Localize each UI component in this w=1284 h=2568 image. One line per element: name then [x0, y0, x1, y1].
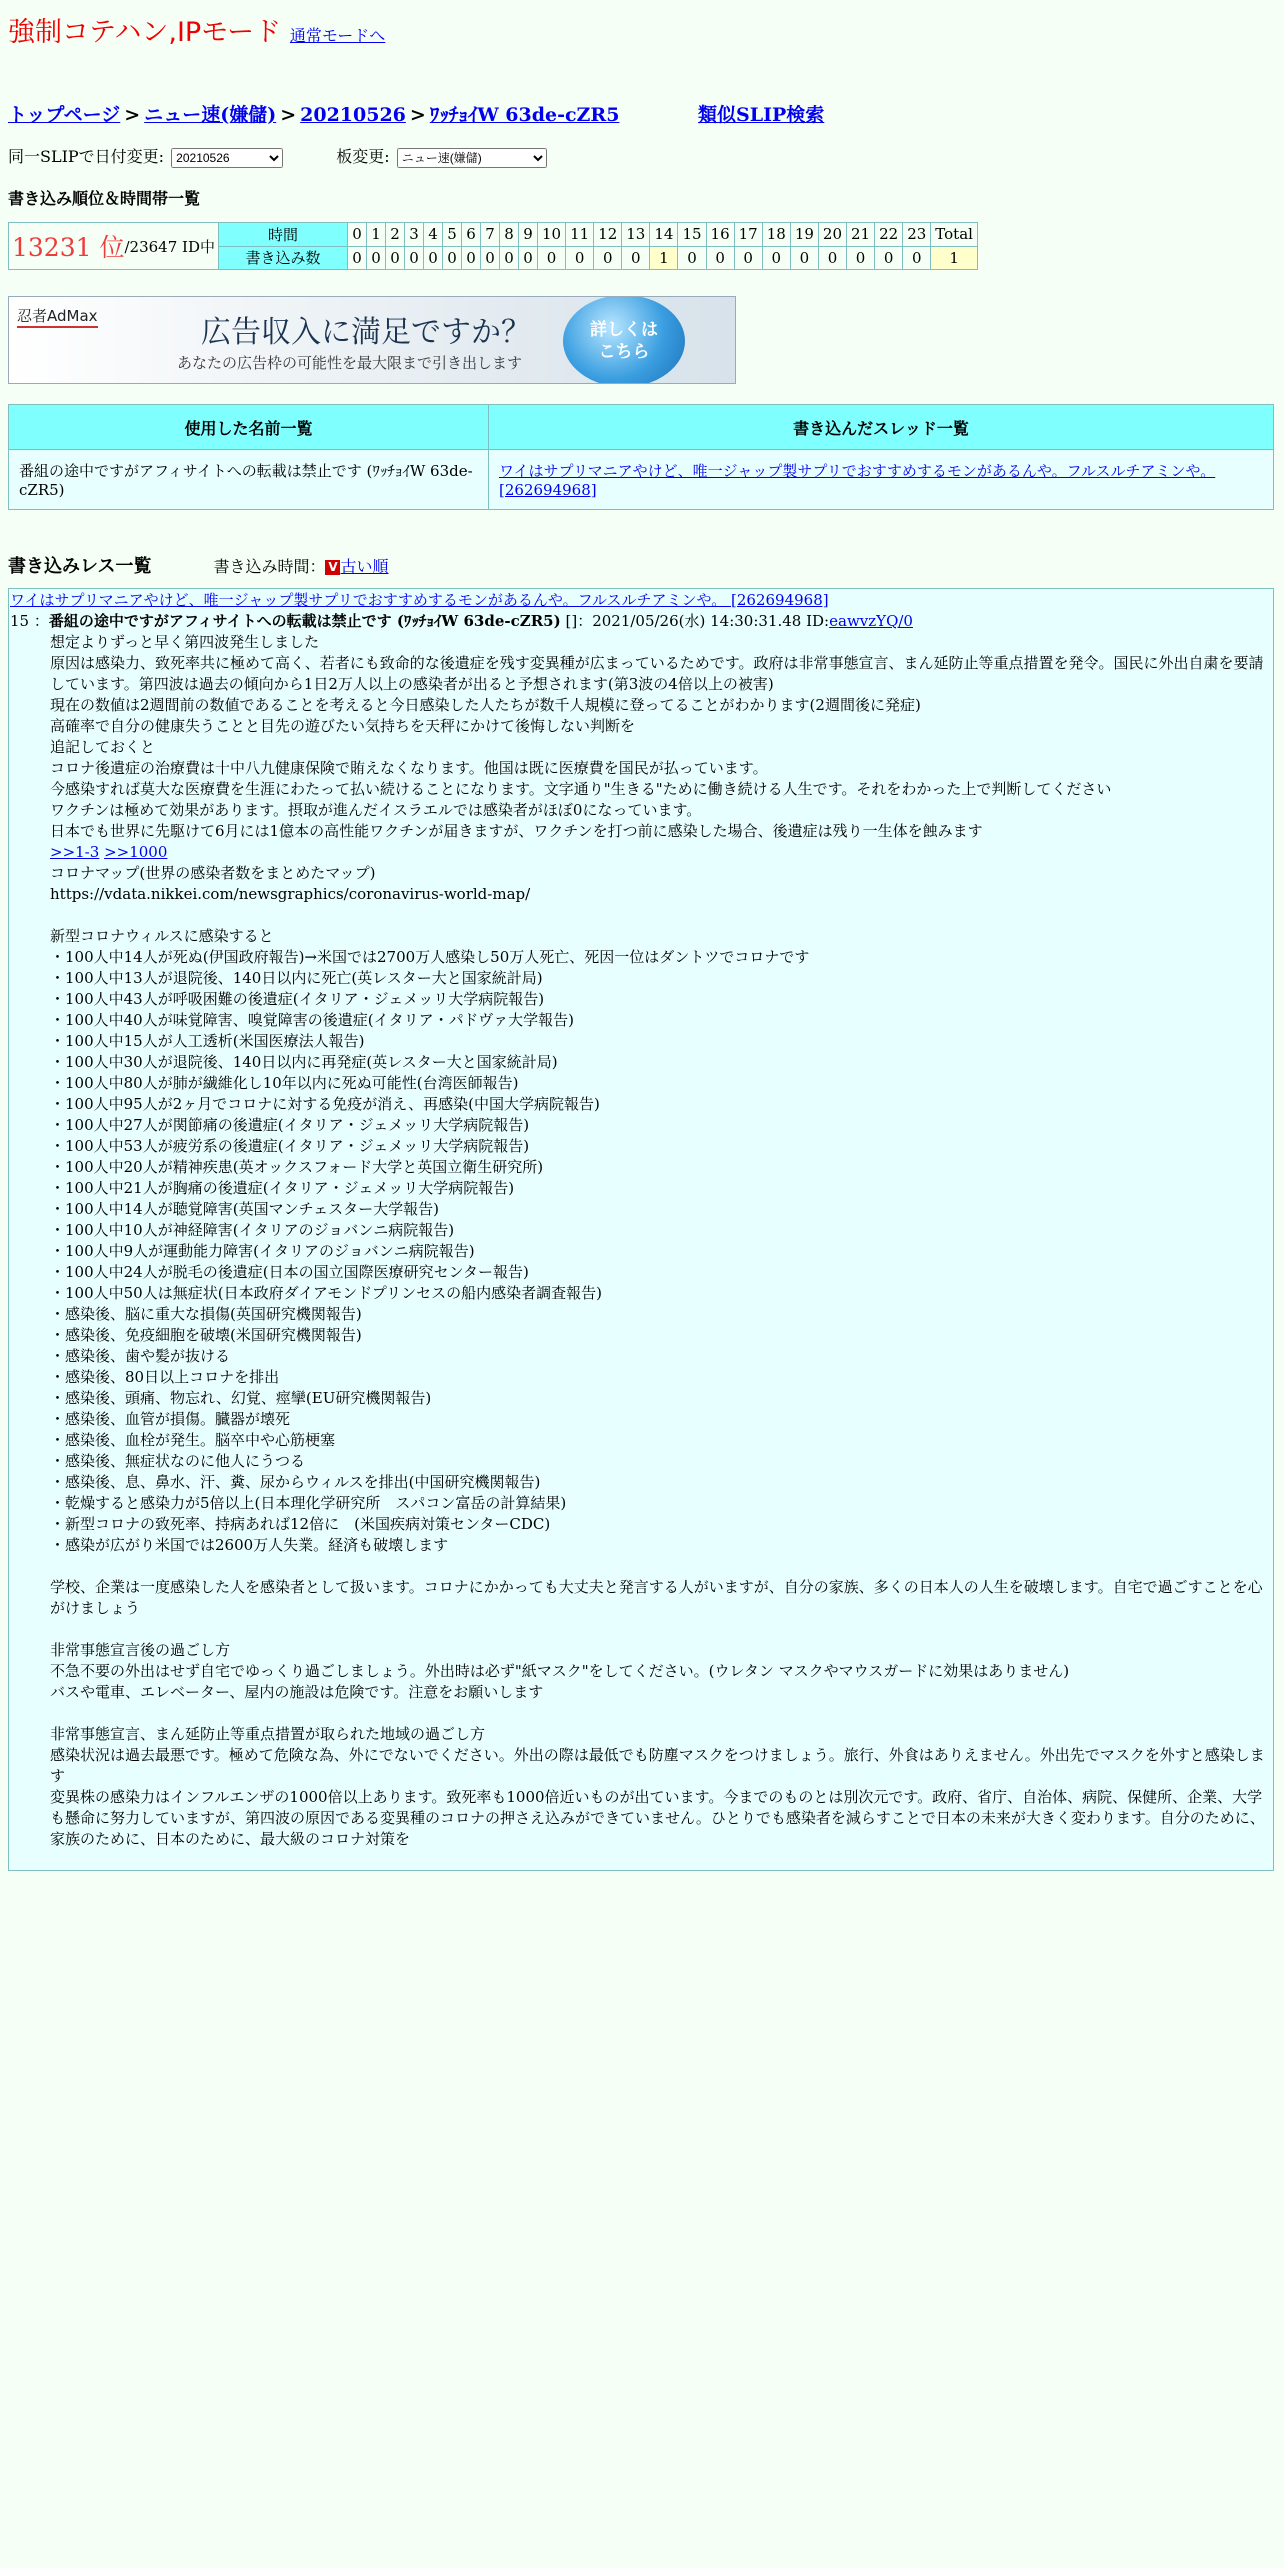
hour-cell: 7 [480, 223, 499, 247]
names-column-header: 使用した名前一覧 [9, 405, 489, 450]
count-cell: 0 [461, 246, 480, 270]
post-text-line: 学校、企業は一度感染した人を感染者として扱います。コロナにかかっても大丈夫と発言する人がいますが、自分の家族、多くの日本人の人生を破壊します。自宅で過ごすことを心がけましょう [50, 1578, 1263, 1617]
post-text-line: ワクチンは極めて効果があります。摂取が進んだイスラエルでは感染者がほぼ0になっています。 [50, 801, 702, 819]
hour-cell: 15 [678, 223, 706, 247]
count-cell: 0 [385, 246, 404, 270]
post-text-line: https://vdata.nikkei.com/newsgraphics/coronavirus-world-map/ [50, 885, 531, 903]
post-thread-line [10, 590, 1272, 611]
post-text-line: ・100人中27人が関節痛の後遺症(イタリア・ジェメッリ大学病院報告) [50, 1116, 530, 1134]
count-cell: 0 [847, 246, 875, 270]
selector-row [8, 144, 1276, 174]
mode-title: 強制コテハン,IPモード [8, 17, 282, 48]
post-text-line: ・100人中10人が神経障害(イタリアのジョバンニ病院報告) [50, 1221, 455, 1239]
count-cell: 0 [499, 246, 518, 270]
blank-line [50, 1703, 1272, 1724]
post-text-line: 日本でも世界に先駆けて6月には1億本の高性能ワクチンが届きますが、ワクチンを打つ前に感染した場合、後遺症は残り一生体を蝕みます [50, 822, 983, 840]
post-text-line: ・100人中95人が2ヶ月でコロナに対する免疫が消え、再感染(中国大学病院報告) [50, 1095, 600, 1113]
anchor-link[interactable]: >>1000 [104, 843, 168, 861]
post-text-line: 不急不要の外出はせず自宅でゆっくり過ごしましょう。外出時は必ず"紙マスク"をしてください。(ウレタン マスクやマウスガードに効果はありません) [50, 1662, 1070, 1680]
count-cell: 0 [622, 246, 650, 270]
count-cell: 0 [537, 246, 565, 270]
count-row-header: 書き込み数 [218, 246, 347, 270]
post-text-line: ・感染後、血管が損傷。臓器が壊死 [50, 1410, 291, 1428]
hour-cell: 4 [423, 223, 442, 247]
count-cell: 0 [762, 246, 790, 270]
posts-header [8, 550, 1276, 580]
breadcrumb [8, 100, 1276, 134]
post-text-line: ・100人中50人は無症状(日本政府ダイアモンドプリンセスの船内感染者調査報告) [50, 1284, 603, 1302]
post-text-line: ・感染後、免疫細胞を破壊(米国研究機関報告) [50, 1326, 362, 1344]
hour-cell: 0 [347, 223, 366, 247]
hour-cell: 20 [818, 223, 846, 247]
posts-title: 書き込みレス一覧 [8, 556, 152, 577]
rank-box [8, 222, 218, 270]
breadcrumb-separator: > [124, 104, 141, 126]
count-cell: 1 [650, 246, 678, 270]
post-text-line: 非常事態宣言後の過ごし方 [50, 1641, 231, 1659]
hour-cell: 22 [875, 223, 903, 247]
anchor-link[interactable]: >>1-3 [50, 843, 100, 861]
breadcrumb-top[interactable]: トップページ [8, 104, 121, 126]
hour-cell: 21 [847, 223, 875, 247]
count-cell: 0 [734, 246, 762, 270]
post-text-line: ・感染後、脳に重大な損傷(英国研究機関報告) [50, 1305, 362, 1323]
rank-total: /23647 ID中 [124, 237, 215, 256]
ad-banner[interactable] [8, 296, 736, 384]
post-text-line: ・100人中24人が脱毛の後遺症(日本の国立国際医療研究センター報告) [50, 1263, 529, 1281]
post-text-line: ・感染後、頭痛、物忘れ、幻覚、痙攣(EU研究機関報告) [50, 1389, 432, 1407]
post-author-name: 番組の途中ですがアフィサイトへの転載は禁止です (ﾜｯﾁｮｲW 63de-cZR5) [48, 612, 561, 630]
count-cell: 0 [518, 246, 537, 270]
post-text-line: ・100人中15人が人工透析(米国医療法人報告) [50, 1032, 365, 1050]
breadcrumb-board[interactable]: ニュー速(嫌儲) [144, 104, 277, 126]
count-cell: 0 [366, 246, 385, 270]
post-id-link[interactable]: eawvzYQ/0 [829, 612, 913, 630]
hour-cell: 10 [537, 223, 565, 247]
post-text-line: 感染状況は過去最悪です。極めて危険な為、外にでないでください。外出の際は最低でも防塵マスクをつけましょう。旅行、外食はありえません。外出先でマスクを外すと感染します [50, 1746, 1265, 1785]
post-text-line: コロナ後遺症の治療費は十中八九健康保険で賄えなくなります。他国は既に医療費を国民が払っています。 [50, 759, 768, 777]
count-cell: 0 [790, 246, 818, 270]
count-row [218, 246, 977, 270]
hour-cell: 1 [366, 223, 385, 247]
post-text-line: ・100人中21人が胸痛の後遺症(イタリア・ジェメッリ大学病院報告) [50, 1179, 515, 1197]
hour-cell: 19 [790, 223, 818, 247]
ad-subtext: あなたの広告枠の可能性を最大限まで引き出します [177, 354, 523, 372]
post-text-line: ・新型コロナの致死率、持病あれば12倍に (米国疾病対策センターCDC) [50, 1515, 551, 1533]
hour-cell: 2 [385, 223, 404, 247]
post-text-line: バスや電車、エレベーター、屋内の施設は危険です。注意をお願いします [50, 1683, 544, 1701]
post-text-line: 新型コロナウィルスに感染すると [50, 927, 274, 945]
post-text-line: ・100人中53人が疲労系の後遺症(イタリア・ジェメッリ大学病院報告) [50, 1137, 530, 1155]
names-table-header-row [9, 405, 1274, 450]
post-text-line: ・感染後、無症状なのに他人にうつる [50, 1452, 306, 1470]
hour-cell: 17 [734, 223, 762, 247]
post-text-line: 高確率で自分の健康失うことと目先の遊びたい気持ちを天秤にかけて後悔しない判断を [50, 717, 636, 735]
normal-mode-link[interactable]: 通常モードへ [289, 26, 386, 45]
hour-cell: 14 [650, 223, 678, 247]
date-select[interactable] [171, 148, 283, 168]
posts-time-sort [213, 554, 388, 577]
mode-header [8, 10, 1276, 50]
post-text-line: ・100人中40人が味覚障害、嗅覚障害の後遺症(イタリア・パドヴァ大学報告) [50, 1011, 574, 1029]
post-text-line: コロナマップ(世界の感染者数をまとめたマップ) [50, 864, 376, 882]
post-text-line: ・感染後、80日以上コロナを排出 [50, 1368, 280, 1386]
hour-cell: 9 [518, 223, 537, 247]
rank-section-title: 書き込み順位＆時間帯一覧 [8, 189, 201, 208]
post-number: 15 ： [10, 612, 49, 630]
names-table-row [9, 450, 1274, 510]
ad-logo: 忍者AdMax [17, 305, 98, 328]
hour-cell: 6 [461, 223, 480, 247]
post-text-line: ・感染後、血栓が発生。脳卒中や心筋梗塞 [50, 1431, 336, 1449]
breadcrumb-separator: > [280, 104, 297, 126]
oldest-order-link[interactable]: 古い順 [340, 556, 389, 576]
ad-headline: 広告収入に満足ですか？ [201, 315, 531, 350]
post-text-line: 非常事態宣言、まん延防止等重点措置が取られた地域の過ごし方 [50, 1725, 486, 1743]
similar-slip-search-link[interactable]: 類似SLIP検索 [698, 104, 825, 126]
hour-cell: 23 [903, 223, 931, 247]
hour-cell: 18 [762, 223, 790, 247]
blank-line [50, 1619, 1272, 1640]
date-change-label: 同一SLIPで日付変更: [8, 147, 165, 166]
ad-details-button[interactable]: 詳しくは こちら [563, 296, 685, 384]
post-text-line: ・100人中13人が退院後、140日以内に死亡(英レスター大と国家統計局) [50, 969, 543, 987]
hour-cell: 5 [442, 223, 461, 247]
post-text-line: ・100人中30人が退院後、140日以内に再発症(英レスター大と国家統計局) [50, 1053, 558, 1071]
count-cell: 0 [706, 246, 734, 270]
threads-column-header: 書き込んだスレッド一覧 [489, 405, 1274, 450]
post-text-line: ・100人中14人が死ぬ(伊国政府報告)→米国では2700万人感染し50万人死亡、死因一位はダントツでコロナです [50, 948, 810, 966]
v-icon: V [325, 560, 340, 575]
post-text-line: ・乾燥すると感染力が5倍以上(日本理化学研究所 スパコン富岳の計算結果) [50, 1494, 567, 1512]
post-box [8, 588, 1274, 1871]
used-name-cell: 番組の途中ですがアフィサイトへの転載は禁止です (ﾜｯﾁｮｲW 63de-cZR5) [9, 450, 489, 510]
hourly-table [218, 222, 978, 270]
count-cell: 0 [566, 246, 594, 270]
post-text-line: ・感染後、歯や髪が抜ける [50, 1347, 231, 1365]
blank-line [50, 1556, 1272, 1577]
hour-cell: Total [931, 223, 978, 247]
post-text-line: ・感染後、息、鼻水、汗、糞、尿からウィルスを排出(中国研究機関報告) [50, 1473, 541, 1491]
post-thread-link[interactable]: ワイはサプリマニアやけど、唯一ジャップ製サプリでおすすめするモンがあるんや。フルスルチアミンや。 [262694968] [10, 591, 829, 609]
hour-row-header: 時間 [218, 223, 347, 247]
rank-position: 13231 位 [12, 233, 125, 262]
count-cell: 0 [678, 246, 706, 270]
hour-cell: 12 [594, 223, 622, 247]
post-meta: []：2021/05/26(水) 14:30:31.48 ID: [560, 612, 830, 630]
breadcrumb-slip[interactable]: ﾜｯﾁｮｲW 63de-cZR5 [429, 104, 620, 126]
count-cell: 0 [347, 246, 366, 270]
breadcrumb-date[interactable]: 20210526 [300, 104, 406, 126]
post-text-line: 今感染すれば莫大な医療費を生涯にわたって払い続けることになります。文字通り"生きる"ために働き続ける人生です。それをわかった上で判断してください [50, 780, 1112, 798]
count-cell: 0 [875, 246, 903, 270]
hour-row [218, 223, 977, 247]
post-text-line: ・100人中9人が運動能力障害(イタリアのジョバンニ病院報告) [50, 1242, 475, 1260]
anchor-line [50, 842, 1272, 863]
count-cell: 0 [818, 246, 846, 270]
post-body [50, 632, 1272, 1850]
post-text-line: ・100人中43人が呼吸困難の後遺症(イタリア・ジェメッリ大学病院報告) [50, 990, 545, 1008]
board-select[interactable] [397, 148, 547, 168]
hour-cell: 3 [404, 223, 423, 247]
count-cell: 0 [480, 246, 499, 270]
count-cell: 0 [442, 246, 461, 270]
post-text-line: ・感染が広がり米国では2600万人失業。経済も破壊します [50, 1536, 449, 1554]
post-meta-line [10, 611, 1272, 632]
rank-stats [8, 222, 1276, 270]
count-cell: 1 [931, 246, 978, 270]
hour-cell: 8 [499, 223, 518, 247]
thread-cell [489, 450, 1274, 510]
post-text-line: 追記しておくと [50, 738, 156, 756]
breadcrumb-separator: > [409, 104, 426, 126]
post-text-line: ・100人中80人が肺が繊維化し10年以内に死ぬ可能性(台湾医師報告) [50, 1074, 519, 1092]
post-text-line: 現在の数値は2週間前の数値であることを考えると今日感染した人たちが数千人規模に登ってることがわかります(2週間後に発症) [50, 696, 921, 714]
post-text-line: 原因は感染力、致死率共に極めて高く、若者にも致命的な後遺症を残す変異種が広まっているためです。政府は非常事態宣言、まん延防止等重点措置を発令。国民に外出自粛を要請しています。第四波は過去の傾向から1日2万人以上の感染者が出ると予想されます(第3波の4倍以上の被害) [50, 654, 1264, 693]
time-label: 書き込み時間： [213, 556, 326, 576]
hour-cell: 16 [706, 223, 734, 247]
thread-link[interactable]: ワイはサプリマニアやけど、唯一ジャップ製サプリでおすすめするモンがあるんや。フルスルチアミンや。 [262694968] [499, 462, 1216, 499]
hour-cell: 11 [566, 223, 594, 247]
blank-line [50, 905, 1272, 926]
hour-cell: 13 [622, 223, 650, 247]
names-threads-table [8, 404, 1274, 510]
count-cell: 0 [903, 246, 931, 270]
post-text-line: ・100人中14人が聴覚障害(英国マンチェスター大学報告) [50, 1200, 439, 1218]
count-cell: 0 [594, 246, 622, 270]
post-text-line: ・100人中20人が精神疾患(英オックスフォード大学と英国立衛生研究所) [50, 1158, 544, 1176]
post-text-line: 想定よりずっと早く第四波発生しました [50, 633, 320, 651]
count-cell: 0 [404, 246, 423, 270]
count-cell: 0 [423, 246, 442, 270]
post-text-line: 変異株の感染力はインフルエンザの1000倍以上あります。致死率も1000倍近いものが出ています。今までのものとは別次元です。政府、省庁、自治体、病院、保健所、企業、大学も懸命に努力していますが、第四波の原因である変異種のコロナの押さえ込みができていません。ひとりでも感染者を減らすことで日本の未来が大きく変わります。自分のために、家族のために、日本のために、最大級のコロナ対策を [50, 1788, 1265, 1848]
board-change-label: 板変更: [336, 147, 390, 166]
